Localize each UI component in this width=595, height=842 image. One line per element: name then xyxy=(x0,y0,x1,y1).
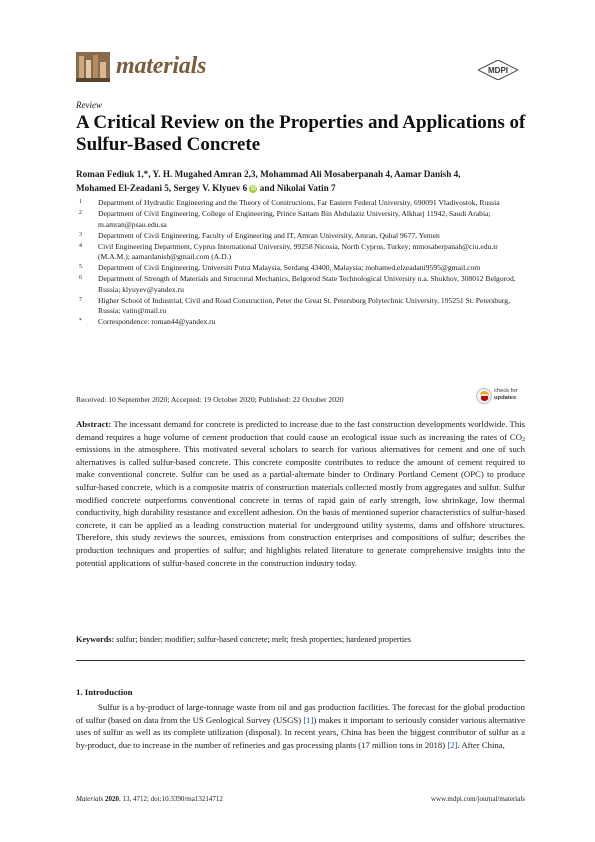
author-line-2 xyxy=(76,181,526,195)
affiliation-item xyxy=(76,231,526,242)
affiliation-text: Department of Hydraulic Engineering and the Theory of Constructions, Far Eastern Federal University, 690091 Vladivostok, Russia xyxy=(98,198,500,207)
keywords-text: sulfur; binder; modifier; sulfur-based concrete; melt; fresh properties; hardened properties xyxy=(116,635,411,644)
abstract xyxy=(76,418,525,569)
affiliation-number: 4 xyxy=(79,242,82,249)
check-updates-icon xyxy=(476,388,492,404)
abstract-text-start: The incessant demand for concrete is predicted to increase due to the fast construction developments worldwide. This demand requires a huge volume of cement production that could cause an ecological issue such as increasing the rates of CO xyxy=(76,419,526,442)
affiliation-item xyxy=(76,296,526,317)
article-type: Review xyxy=(76,100,102,110)
paper-title: A Critical Review on the Properties and Applications of Sulfur-Based Concrete xyxy=(76,112,526,155)
abstract-text-end: emissions in the atmosphere. This motivated several scholars to search for various alternatives for cement and one of such alternatives is called sulfur-based concrete. This concrete composite contributes to reduce the amount of cement required to make conventional concrete. Sulfur can be used as a partial-alternate binder to Ordinary Portland Cement (OPC) to produce sulfur-based concrete, which is a composite matrix of construction materials collected mostly from aggregates and sulfur. Sulfur modified concrete outperforms conventional concrete in terms of rapid gain of early strength, low shrinkage, low thermal conductivity, high durability resistance and excellent adhesion. On the basis of mentioned superior characteristics of sulfur-based concrete, it can be applied as a leading construction material for underground utility systems, dams and offshore structures. Therefore, this study reviews the sources, emissions from construction enterprises and compositions of sulfur; describes the production techniques and properties of sulfur; and highlights related literature to generate comprehensive insights into the potential applications of sulfur-based concrete in the construction industry today. xyxy=(76,444,525,568)
author-list xyxy=(76,167,526,195)
section-divider xyxy=(76,660,525,661)
intro-text-1: Sulfur is a by-product of large-tonnage waste from oil and gas production facilities. The forecast for the global production of sulfur (based on data from the US Geological Survey (USGS) xyxy=(76,702,525,725)
intro-text-3: . After China, xyxy=(457,739,505,750)
correspondence-text: Correspondence: roman44@yandex.ru xyxy=(98,317,216,326)
affiliation-list xyxy=(76,198,526,328)
journal-name: materials xyxy=(116,53,207,79)
author-line-1: Roman Fediuk 1,*, Y. H. Mugahed Amran 2,3, Mohammad Ali Mosaberpanah 4, Aamar Danish 4, xyxy=(76,169,461,179)
footer-citation xyxy=(76,795,223,803)
reference-link[interactable]: [1] xyxy=(303,714,314,725)
intro-text-2: ) makes it important to seriously consider various alternative uses of sulfur as well as its complete utilization (disposal). In recent years, China has been the biggest contributor of sulfur as a by-product, due to increase in the number of refineries and gas processing plants (17 million tons in 2018) xyxy=(76,714,525,750)
affiliation-item xyxy=(76,263,526,274)
affiliation-number: * xyxy=(79,318,82,324)
author-line-2-part-a: Mohamed El-Zeadani 5, Sergey V. Klyuev 6 xyxy=(76,183,248,193)
keywords-label: Keywords: xyxy=(76,635,115,644)
section-heading: 1. Introduction xyxy=(76,687,133,697)
footer-doi[interactable]: , 13, 4712; doi:10.3390/ma13214712 xyxy=(118,795,223,803)
affiliation-number: 7 xyxy=(79,296,82,303)
affiliation-number: 2 xyxy=(79,210,82,216)
correspondence-item xyxy=(76,317,526,328)
affiliation-item xyxy=(76,242,526,263)
affiliation-number: 3 xyxy=(79,231,82,238)
affiliation-text: Higher School of Industrial, Civil and Road Construction, Peter the Great St. Petersburg Polytechnic University, 195251 St. Petersburg, Russia; vatin@mail.ru xyxy=(98,295,510,315)
footer-journal: Materials xyxy=(76,795,104,803)
affiliation-item xyxy=(76,274,526,295)
footer-year: 2020 xyxy=(104,795,119,803)
affiliation-number: 5 xyxy=(79,264,82,270)
affiliation-text: Civil Engineering Department, Cyprus International University, 99258 Nicosia, North Cyprus, Turkey; mmosaberpanah@ciu.edu.tr (M.A.M.); aamardanish@gmail.com (A.D.) xyxy=(98,241,498,261)
affiliation-number: 6 xyxy=(79,275,82,281)
affiliation-item xyxy=(76,209,526,230)
abstract-label: Abstract: xyxy=(76,419,112,429)
check-updates-label xyxy=(494,388,518,402)
reference-link[interactable]: [2] xyxy=(447,739,458,750)
mdpi-logo-icon[interactable] xyxy=(478,60,518,80)
affiliation-text: Department of Strength of Materials and Structural Mechanics, Belgorod State Technological University n.a. Shukhov, 308012 Belgorod, Russia; klyuyev@yandex.ru xyxy=(98,274,516,294)
check-updates-line2: updates xyxy=(494,395,517,401)
author-line-2-part-b: and Nikolai Vatin 7 xyxy=(259,183,336,193)
check-for-updates-button[interactable] xyxy=(476,386,526,406)
affiliation-text: Department of Civil Engineering, College of Engineering, Prince Sattam Bin Abdulaziz University, Alkharj 11942, Saudi Arabia; m.amran@psau.edu.sa xyxy=(98,209,491,229)
check-updates-line1: check for xyxy=(494,388,518,394)
keywords xyxy=(76,634,525,646)
publication-dates: Received: 10 September 2020; Accepted: 19 October 2020; Published: 22 October 2020 xyxy=(76,395,344,404)
affiliation-text: Department of Civil Engineering, Universiti Putra Malaysia, Serdang 43400, Malaysia; mohamed.elzeadani9595@gmail.com xyxy=(98,263,481,272)
abstract-subscript: 2 xyxy=(522,436,525,443)
orcid-icon[interactable]: iD xyxy=(250,186,256,192)
affiliation-item xyxy=(76,198,526,209)
footer-journal-url[interactable]: www.mdpi.com/journal/materials xyxy=(430,795,525,803)
svg-text:MDPI: MDPI xyxy=(488,66,508,75)
affiliation-number: 1 xyxy=(79,199,82,205)
journal-logo-icon xyxy=(76,52,110,82)
introduction-paragraph xyxy=(76,701,525,751)
affiliation-text: Department of Civil Engineering, Faculty of Engineering and IT, Amran University, Amran, Quhal 9677, Yemen xyxy=(98,230,440,240)
